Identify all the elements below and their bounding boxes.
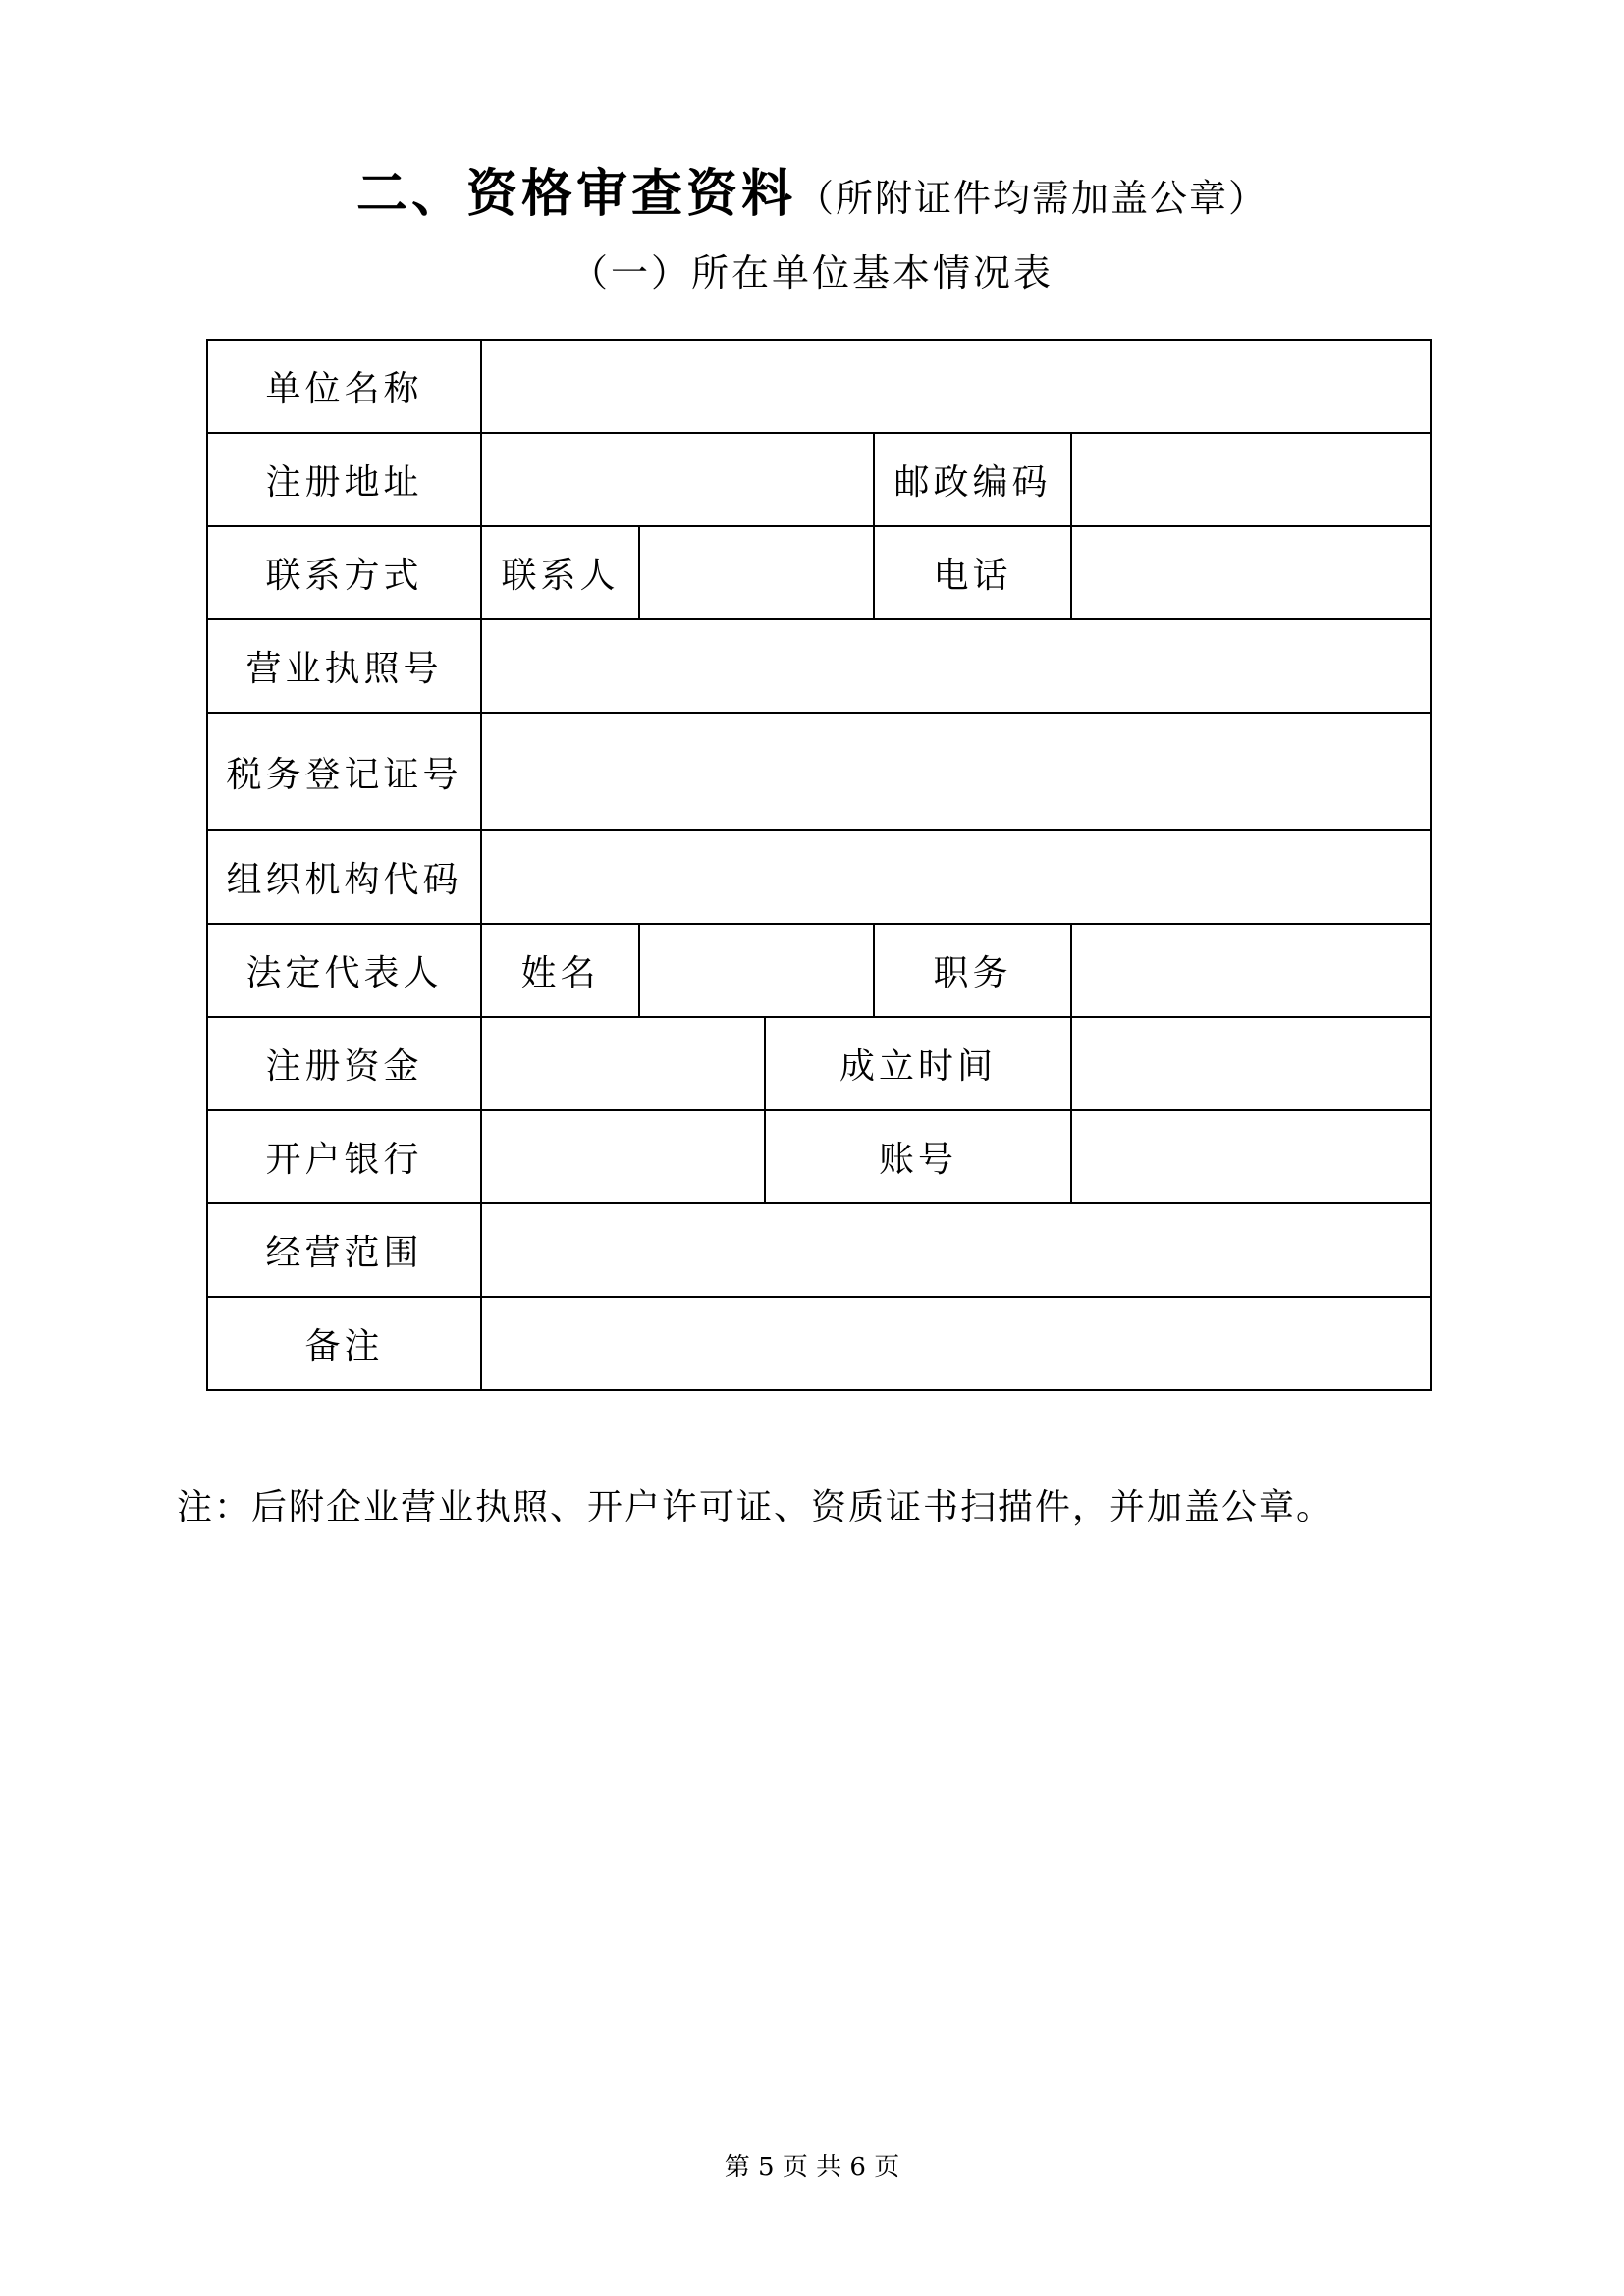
label-reg-capital: 注册资金 xyxy=(207,1017,481,1110)
value-reg-address xyxy=(481,433,874,526)
table-row xyxy=(207,1203,1431,1297)
value-position xyxy=(1071,924,1431,1017)
value-tax-reg xyxy=(481,713,1431,830)
label-tax-reg: 税务登记证号 xyxy=(207,713,481,830)
label-contact-method: 联系方式 xyxy=(207,526,481,619)
label-org-code: 组织机构代码 xyxy=(207,830,481,924)
label-account: 账号 xyxy=(765,1110,1071,1203)
table-title: （一）所在单位基本情况表 xyxy=(569,251,1054,294)
value-org-code xyxy=(481,830,1431,924)
table-row xyxy=(207,713,1431,830)
table-row xyxy=(207,1017,1431,1110)
value-scope xyxy=(481,1203,1431,1297)
label-scope: 经营范围 xyxy=(207,1203,481,1297)
value-name xyxy=(639,924,874,1017)
value-reg-capital xyxy=(481,1017,765,1110)
value-unit-name xyxy=(481,340,1431,433)
heading-note: （所附证件均需加盖公章） xyxy=(796,177,1269,220)
label-position: 职务 xyxy=(874,924,1071,1017)
label-business-license: 营业执照号 xyxy=(207,619,481,713)
label-phone: 电话 xyxy=(874,526,1071,619)
table-row xyxy=(207,433,1431,526)
unit-info-table xyxy=(206,339,1432,1391)
label-remarks: 备注 xyxy=(207,1297,481,1390)
table-row xyxy=(207,619,1431,713)
table-row xyxy=(207,924,1431,1017)
label-name: 姓名 xyxy=(481,924,639,1017)
label-founded: 成立时间 xyxy=(765,1017,1071,1110)
label-reg-address: 注册地址 xyxy=(207,433,481,526)
label-postal-code: 邮政编码 xyxy=(874,433,1071,526)
label-legal-rep: 法定代表人 xyxy=(207,924,481,1017)
value-bank xyxy=(481,1110,765,1203)
label-bank: 开户银行 xyxy=(207,1110,481,1203)
value-account xyxy=(1071,1110,1431,1203)
value-remarks xyxy=(481,1297,1431,1390)
footnote: 注：后附企业营业执照、开户许可证、资质证书扫描件，并加盖公章。 xyxy=(177,1487,1334,1527)
heading-title: 二、资格审查资料 xyxy=(355,165,796,224)
label-unit-name: 单位名称 xyxy=(207,340,481,433)
table-row xyxy=(207,830,1431,924)
label-contact-person: 联系人 xyxy=(481,526,639,619)
page-heading xyxy=(0,155,1624,245)
value-phone xyxy=(1071,526,1431,619)
value-postal-code xyxy=(1071,433,1431,526)
table-row xyxy=(207,1297,1431,1390)
value-business-license xyxy=(481,619,1431,713)
value-founded xyxy=(1071,1017,1431,1110)
value-contact-person xyxy=(639,526,874,619)
table-row xyxy=(207,526,1431,619)
table-row xyxy=(207,340,1431,433)
page-number: 第 5 页 共 6 页 xyxy=(724,2153,900,2182)
table-row xyxy=(207,1110,1431,1203)
